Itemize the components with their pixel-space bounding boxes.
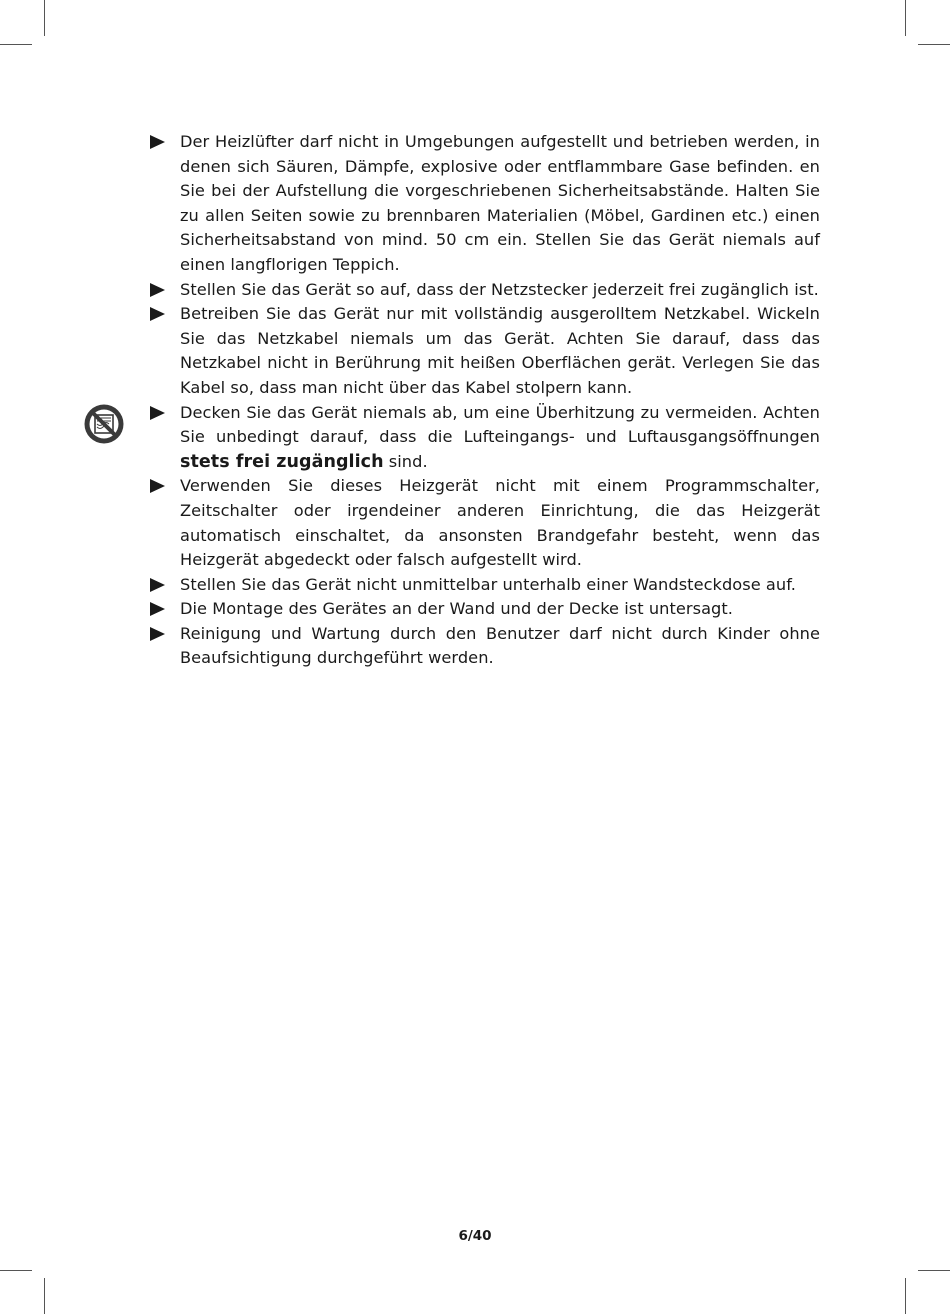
triangle-bullet-icon — [150, 479, 165, 493]
list-item-text: Reinigung und Wartung durch den Benutzer darf nicht durch Kinder ohne Beaufsichtigung durchgeführt werden. — [180, 623, 820, 668]
list-item-text: Betreiben Sie das Gerät nur mit vollständig ausgerolltem Netzkabel. Wickeln Sie das Netzkabel niemals um das Gerät. Achten Sie darauf, dass das Netzkabel nicht in Berührung mit heißen Oberflächen gerät. Verlegen Sie das Kabel so, dass man nicht über das Kabel stolpern kann. — [180, 304, 820, 397]
triangle-bullet-icon — [150, 135, 165, 149]
page-number: 6/40 — [458, 1228, 492, 1244]
list-item-text: Stellen Sie das Gerät nicht unmittelbar unterhalb einer Wandsteckdose auf. — [180, 574, 796, 594]
crop-mark — [905, 0, 906, 36]
triangle-bullet-icon — [150, 627, 165, 641]
emphasis-text: stets frei zugänglich — [180, 451, 384, 472]
list-item-text: Stellen Sie das Gerät so auf, dass der Netzstecker jederzeit frei zugänglich ist. — [180, 279, 819, 299]
list-item — [150, 597, 820, 622]
triangle-bullet-icon — [150, 307, 165, 321]
crop-mark — [905, 1278, 906, 1314]
crop-mark — [0, 1270, 32, 1271]
list-item — [150, 302, 820, 400]
list-item — [150, 474, 820, 572]
safety-instructions-list — [150, 130, 820, 671]
triangle-bullet-icon — [150, 602, 165, 616]
list-item — [150, 622, 820, 671]
triangle-bullet-icon — [150, 578, 165, 592]
triangle-bullet-icon — [150, 406, 165, 420]
list-item-text: Der Heizlüfter darf nicht in Umgebungen aufgestellt und betrieben werden, in denen sich Säuren, Dämpfe, explosive oder entflammbare Gase befinden. en Sie bei der Aufstellung die vorgeschriebenen Sicherheitsabstände. Halten Sie zu allen Seiten sowie zu brennbaren Materialien (Möbel, Gardinen etc.) einen Sicherheitsabstand von mind. 50 cm ein. Stellen Sie das Gerät niemals auf einen langflorigen Teppich. — [180, 132, 820, 274]
list-item-text: sind. — [383, 451, 428, 471]
list-item — [150, 401, 820, 475]
list-item-text: Verwenden Sie dieses Heizgerät nicht mit einem Programmschalter, Zeitschalter oder irgendeiner anderen Einrichtung, die das Heizgerät automatisch einschaltet, da ansonsten Brandgefahr besteht, wenn das Heizgerät abgedeckt oder falsch aufgestellt wird. — [180, 476, 820, 570]
list-item-text: Decken Sie das Gerät niemals ab, um eine Überhitzung zu vermeiden. Achten Sie unbedingt darauf, dass die Lufteingangs- und Luftausgangsöffnungen — [180, 402, 820, 447]
crop-mark — [918, 44, 950, 45]
triangle-bullet-icon — [150, 283, 165, 297]
list-item — [150, 130, 820, 278]
list-item — [150, 278, 820, 303]
do-not-cover-icon — [84, 404, 124, 444]
crop-mark — [918, 1270, 950, 1271]
list-item-text: Die Montage des Gerätes an der Wand und der Decke ist untersagt. — [180, 599, 733, 619]
list-item — [150, 573, 820, 598]
crop-mark — [0, 44, 32, 45]
crop-mark — [44, 1278, 45, 1314]
crop-mark — [44, 0, 45, 36]
